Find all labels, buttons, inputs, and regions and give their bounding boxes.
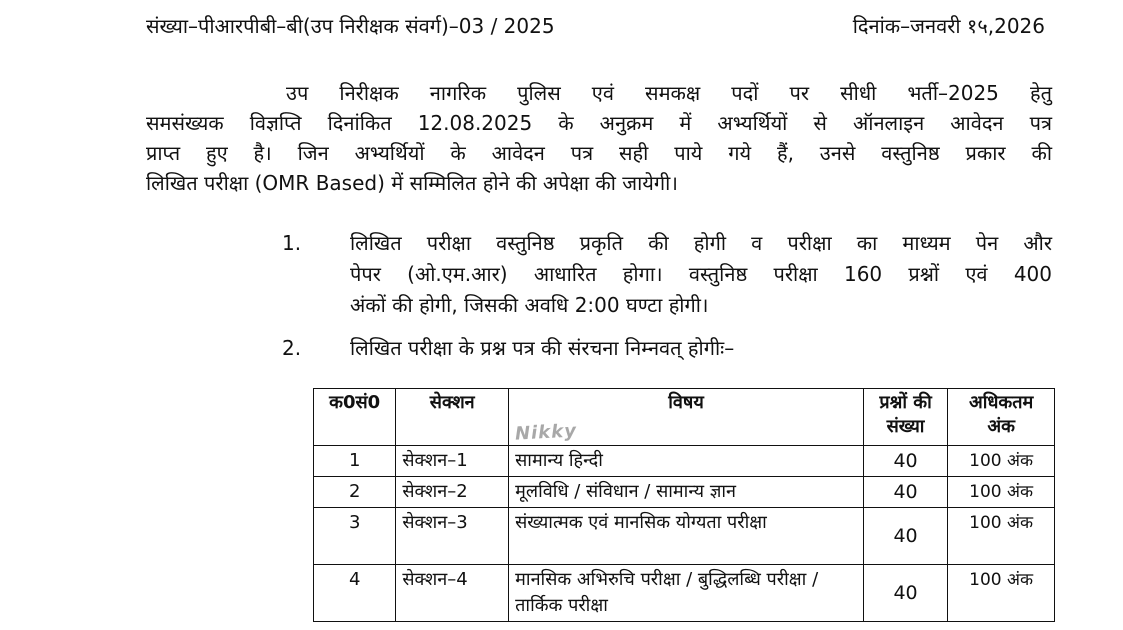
cell-marks: 100 अंक: [948, 508, 1055, 565]
header-subject: विषय: [509, 389, 864, 446]
header-serial: क0सं0: [314, 389, 396, 446]
watermark-text: Nikky: [514, 420, 578, 445]
intro-paragraph: [146, 78, 1052, 198]
table-header-row: [314, 389, 1055, 446]
point-line: अंकों की होगी, जिसकी अवधि 2:00 घण्टा होगी।: [350, 293, 709, 317]
cell-marks: 100 अंक: [948, 446, 1055, 477]
cell-marks: 100 अंक: [948, 565, 1055, 622]
cell-section: सेक्शन–2: [396, 477, 509, 508]
point-number: 1.: [282, 231, 302, 255]
point-text: [350, 333, 1052, 364]
cell-serial: 4: [314, 565, 396, 622]
intro-line: उप निरीक्षक नागरिक पुलिस एवं समकक्ष पदों पर सीधी भर्ती–2025 हेतु: [286, 81, 1052, 105]
point-line: लिखित परीक्षा वस्तुनिष्ठ प्रकृति की होगी व परीक्षा का माध्यम पेन और: [350, 231, 1053, 255]
cell-marks: 100 अंक: [948, 477, 1055, 508]
cell-subject: सामान्य हिन्दी: [509, 446, 864, 477]
reference-number: संख्या–पीआरपीबी–बी(उप निरीक्षक संवर्ग)–03 / 2025: [146, 14, 555, 38]
table-row: [314, 446, 1055, 477]
header-question-count: प्रश्नों की संख्या: [863, 389, 947, 446]
point-line: लिखित परीक्षा के प्रश्न पत्र की संरचना निम्नवत् होगीः–: [350, 336, 735, 360]
cell-questions: 40: [863, 446, 947, 477]
cell-section: सेक्शन–1: [396, 446, 509, 477]
cell-subject: मानसिक अभिरुचि परीक्षा / बुद्धिलब्धि परीक्षा / तार्किक परीक्षा: [509, 565, 864, 622]
exam-structure-table: [313, 388, 1055, 622]
intro-line: प्राप्त हुए है। जिन अभ्यर्थियों के आवेदन पत्र सही पाये गये हैं, उनसे वस्तुनिष्ठ प्रकार की: [146, 141, 1052, 165]
cell-serial: 2: [314, 477, 396, 508]
cell-serial: 3: [314, 508, 396, 565]
table-row: [314, 477, 1055, 508]
table-row: [314, 565, 1055, 622]
point-line: पेपर (ओ.एम.आर) आधारित होगा। वस्तुनिष्ठ परीक्षा 160 प्रश्नों एवं 400: [350, 262, 1052, 286]
point-number: 2.: [282, 336, 302, 360]
cell-subject: मूलविधि / संविधान / सामान्य ज्ञान: [509, 477, 864, 508]
cell-questions: 40: [863, 477, 947, 508]
intro-line: लिखित परीक्षा (OMR Based) में सम्मिलित होने की अपेक्षा की जायेगी।: [146, 171, 678, 195]
letter-header: [146, 12, 1045, 40]
intro-line: समसंख्यक विज्ञप्ति दिनांकित 12.08.2025 के अनुक्रम में अभ्यर्थियों से ऑनलाइन आवेदन पत्र: [146, 111, 1052, 135]
cell-section: सेक्शन–3: [396, 508, 509, 565]
header-section: सेक्शन: [396, 389, 509, 446]
letter-date: दिनांक–जनवरी १५,2026: [852, 14, 1045, 38]
point-text: [350, 228, 1052, 321]
cell-subject: संख्यात्मक एवं मानसिक योग्यता परीक्षा: [509, 508, 864, 565]
cell-questions: 40: [863, 565, 947, 622]
table-row: [314, 508, 1055, 565]
cell-serial: 1: [314, 446, 396, 477]
header-max-marks: अधिकतम अंक: [948, 389, 1055, 446]
cell-section: सेक्शन–4: [396, 565, 509, 622]
cell-questions: 40: [863, 508, 947, 565]
